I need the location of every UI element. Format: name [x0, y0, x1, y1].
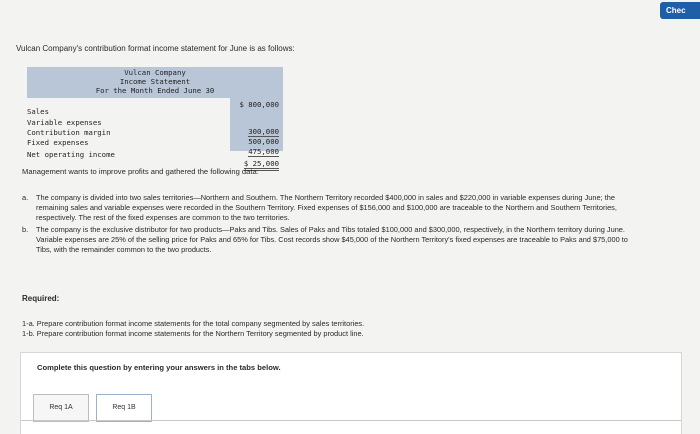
row-label: Sales: [27, 107, 49, 116]
management-text: Management wants to improve profits and gathered the following data:: [22, 167, 259, 176]
list-item: [22, 193, 637, 224]
required-item: 1-a. Prepare contribution format income statements for the total company segmented by sales territories.: [22, 319, 365, 328]
item-marker: b.: [22, 224, 29, 234]
statement-header: [27, 67, 283, 98]
list-item: [22, 225, 637, 256]
company-name: Vulcan Company: [124, 68, 186, 77]
row-label: Fixed expenses: [27, 138, 89, 147]
row-amount: $ 25,000: [244, 159, 279, 171]
row-amount: $ 800,000: [239, 100, 279, 109]
intro-text: Vulcan Company's contribution format income statement for June is as follows:: [16, 44, 295, 53]
income-statement: [27, 67, 283, 168]
tab-req-1b[interactable]: Req 1B: [96, 394, 152, 422]
row-amount: 300,000: [248, 127, 279, 136]
item-text: The company is the exclusive distributor for two products—Paks and Tibs. Sales of Paks and Tibs totaled $100,000 and $300,000, respectively, in the Northern territory during June. Variable expenses are 25% of the selling price for Paks and 65% for Tibs. Cost records show $45,000 of the Northern Territory's fixed expenses are traceable to Paks and $75,000 to Tibs, with the remainder common to the two products.: [36, 224, 628, 255]
row-label: Contribution margin: [27, 128, 111, 137]
row-label: Net operating income: [27, 150, 115, 159]
required-item: 1-b. Prepare contribution format income statements for the Northern Territory segmented by product line.: [22, 329, 364, 338]
item-text: The company is divided into two sales territories—Northern and Southern. The Northern Territory recorded $400,000 in sales and $220,000 in variable expenses during June; the remaining sales and variable expenses were recorded in the Southern Territory. Fixed expenses of $156,000 and $100,000 are traceable to the Northern and Southern Territories, respectively. The rest of the fixed expenses are common to the two territories.: [36, 193, 617, 223]
row-label: Variable expenses: [27, 118, 102, 127]
answer-panel: [20, 352, 682, 434]
tab-req-1a[interactable]: Req 1A: [33, 394, 89, 422]
statement-title: Income Statement: [119, 77, 191, 86]
panel-instruction: Complete this question by entering your answers in the tabs below.: [37, 363, 281, 372]
row-amount: 475,000: [248, 147, 279, 156]
required-heading: Required:: [22, 294, 60, 303]
item-marker: a.: [22, 193, 29, 202]
row-sales: [27, 98, 283, 116]
check-button[interactable]: Chec: [660, 2, 700, 19]
data-list: [22, 193, 637, 256]
statement-period: For the Month Ended June 30: [95, 86, 215, 95]
required-list: [22, 319, 364, 339]
tab-divider: [21, 420, 681, 421]
row-amount: 500,000: [248, 137, 279, 146]
